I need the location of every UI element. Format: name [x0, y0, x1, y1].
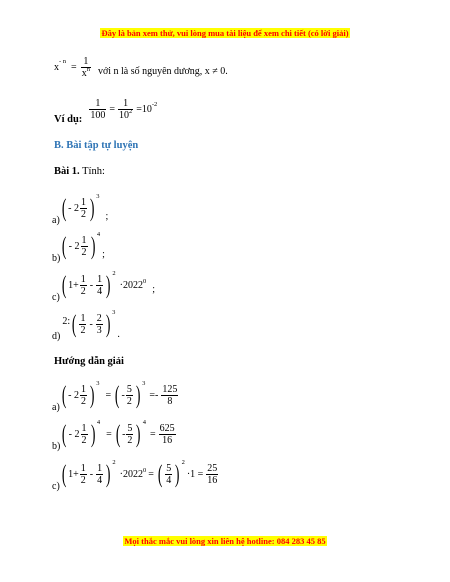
sol-b-fraction-2 [126, 423, 133, 446]
item-d-fraction-1 [79, 313, 86, 336]
sol-c-result [206, 463, 218, 486]
close-paren: ) [175, 461, 180, 488]
item-a-prefix: - 2 [68, 203, 79, 214]
def-num: 1 [81, 56, 91, 68]
hotline-text: Mọi thắc mắc vui lòng xin liên hệ hotline: 084 283 45 85 [124, 536, 326, 546]
open-paren: ( [61, 461, 67, 488]
item-c-one: 1+ [68, 280, 79, 291]
close-paren: ) [105, 272, 111, 299]
exercise-item-b [52, 231, 105, 264]
def-den-exp: n [86, 66, 90, 73]
item-b-label: b) [52, 253, 61, 264]
item-d-exp: 3 [112, 309, 116, 316]
sol-a-den2: 2 [126, 396, 132, 407]
item-b-den: 2 [81, 247, 87, 258]
close-paren: ) [89, 382, 95, 409]
item-a-num: 1 [80, 197, 86, 208]
item-b-prefix: - 2 [68, 241, 80, 252]
sol-b-rnum: 625 [159, 423, 175, 434]
sol-b-eq2: = [149, 429, 156, 440]
sol-c-dot2: ·1 = [186, 469, 204, 480]
item-a-fraction [80, 197, 87, 220]
sol-b-num2: 5 [127, 423, 133, 434]
example-line [54, 98, 158, 125]
item-d-fraction-2 [96, 313, 103, 336]
open-paren: ( [71, 311, 77, 338]
section-heading-b: B. Bài tập tự luyện [54, 140, 139, 151]
solution-a [52, 380, 179, 413]
example-frac-1 [89, 98, 106, 121]
item-b-num: 1 [81, 235, 87, 246]
def-lhs-exp: - n [59, 58, 67, 65]
ex-result-exp: -2 [151, 101, 158, 108]
item-c-zero: 0 [143, 278, 147, 285]
sol-a-fraction-2 [126, 384, 133, 407]
open-paren: ( [115, 382, 120, 409]
sol-c-fraction-1 [80, 463, 87, 486]
ex-frac1-num: 1 [89, 98, 106, 110]
ex-frac2-den [118, 110, 133, 121]
sol-b-den: 2 [81, 435, 87, 446]
ex-equals-1: = [109, 104, 115, 115]
def-lhs-base: x [54, 62, 59, 73]
sol-c-rden: 16 [207, 475, 218, 486]
item-d-minus: - [89, 319, 93, 330]
sol-c-rnum: 25 [207, 463, 218, 474]
sol-c-eq: = [148, 469, 154, 480]
open-paren: ( [157, 461, 163, 488]
item-a-label: a) [52, 215, 60, 226]
sol-a-num: 1 [80, 384, 86, 395]
item-c-dot: ·2022 [119, 280, 144, 291]
exercise-title-rest: Tính: [79, 166, 105, 177]
item-a-den: 2 [80, 209, 86, 220]
sol-b-exp: 4 [96, 419, 101, 426]
preview-notice-text: Đây là bản xem thử, vui lòng mua tài liệu để xem chi tiết (có lời giải) [101, 28, 349, 38]
item-b-exp: 4 [96, 231, 101, 238]
item-b-fraction [81, 235, 88, 258]
item-d-num2: 2 [96, 313, 102, 324]
ex-frac2-den-exp: 2 [128, 108, 133, 115]
item-c-label: c) [52, 292, 60, 303]
sol-a-result [161, 384, 178, 407]
def-den [81, 68, 91, 79]
item-d-den2: 3 [96, 325, 102, 336]
sol-c-den2: 4 [97, 475, 103, 486]
sol-a-rnum: 125 [162, 384, 178, 395]
ex-frac2-num: 1 [118, 98, 133, 110]
close-paren: ) [105, 311, 111, 338]
sol-a-eq2: =- [149, 390, 159, 401]
open-paren: ( [61, 272, 67, 299]
sol-c-fraction-2 [96, 463, 103, 486]
open-paren: ( [61, 195, 67, 222]
item-c-minus: - [89, 280, 94, 291]
def-fraction [81, 56, 91, 79]
exercise-item-d [52, 309, 120, 342]
sol-c-num2: 1 [97, 463, 103, 474]
negative-exponent-definition [54, 56, 228, 79]
sol-c-zero: 0 [143, 467, 147, 474]
close-paren: ) [90, 421, 95, 448]
sol-a-exp2: 3 [142, 380, 146, 387]
sol-a-label: a) [52, 402, 60, 413]
def-condition: với n là số nguyên dương, x ≠ 0. [97, 66, 228, 77]
close-paren: ) [89, 195, 95, 222]
hotline-banner [0, 536, 450, 546]
close-paren: ) [135, 382, 141, 409]
sol-c-minus: - [89, 469, 94, 480]
preview-notice-banner [0, 28, 450, 38]
sol-c-dot: ·2022 [119, 469, 144, 480]
sol-b-den2: 2 [127, 435, 133, 446]
sol-c-one: 1+ [68, 469, 79, 480]
close-paren: ) [90, 233, 95, 260]
solution-b [52, 419, 177, 452]
open-paren: ( [62, 421, 67, 448]
sol-a-inner2: - [121, 390, 125, 401]
item-c-exp: 2 [112, 270, 116, 277]
item-d-den1: 2 [80, 325, 86, 336]
close-paren: ) [136, 421, 141, 448]
ex-frac2-den-base: 10 [118, 110, 129, 121]
item-c-num2: 1 [97, 274, 103, 285]
solution-c [52, 459, 219, 492]
open-paren: ( [62, 233, 67, 260]
sol-b-rden: 16 [162, 435, 173, 446]
item-c-den1: 2 [80, 286, 86, 297]
def-den-base: x [81, 68, 87, 79]
sol-c-den3: 4 [166, 475, 172, 486]
item-a-tail: ; [105, 211, 109, 222]
item-c-tail: ; [152, 284, 156, 295]
close-paren: ) [105, 461, 111, 488]
item-b-tail: ; [102, 249, 105, 260]
sol-b-inner: - 2 [68, 429, 80, 440]
sol-b-inner2: - [122, 429, 126, 440]
sol-c-num3: 5 [166, 463, 172, 474]
sol-b-num: 1 [81, 423, 87, 434]
sol-c-fraction-3 [165, 463, 172, 486]
sol-a-fraction [80, 384, 87, 407]
sol-c-exp3: 2 [181, 459, 185, 466]
sol-b-exp2: 4 [142, 419, 146, 426]
sol-a-rden: 8 [167, 396, 173, 407]
open-paren: ( [61, 382, 67, 409]
sol-b-eq: = [106, 429, 112, 440]
sol-b-fraction [81, 423, 88, 446]
open-paren: ( [115, 421, 121, 448]
exercise-title [54, 166, 105, 177]
def-equals: = [71, 62, 77, 73]
example-frac-2 [118, 98, 133, 121]
sol-c-den1: 2 [80, 475, 86, 486]
exercise-item-c [52, 270, 156, 303]
solution-heading: Hướng dẫn giải [54, 356, 124, 367]
exercise-title-bold: Bài 1. [54, 166, 80, 177]
item-d-num1: 1 [80, 313, 86, 324]
item-c-fraction-1 [80, 274, 87, 297]
sol-b-label: b) [52, 441, 61, 452]
item-d-prefix: 2: [62, 316, 71, 327]
item-c-num1: 1 [80, 274, 86, 285]
ex-frac1-den: 100 [90, 110, 106, 121]
sol-c-exp: 2 [112, 459, 116, 466]
sol-c-label: c) [52, 481, 60, 492]
sol-a-exp: 3 [96, 380, 100, 387]
item-a-exp: 3 [96, 193, 100, 200]
ex-equals-2: =10 [136, 104, 152, 115]
exercise-item-a [52, 193, 109, 226]
sol-a-num2: 5 [126, 384, 132, 395]
item-c-den2: 4 [97, 286, 103, 297]
item-c-fraction-2 [96, 274, 103, 297]
sol-a-eq: = [105, 390, 112, 401]
example-label: Ví dụ: [54, 114, 83, 125]
sol-c-num1: 1 [80, 463, 86, 474]
sol-a-den: 2 [80, 396, 86, 407]
item-d-label: d) [52, 331, 61, 342]
sol-b-result [159, 423, 176, 446]
item-d-tail: . [117, 329, 120, 340]
sol-a-inner: - 2 [68, 390, 79, 401]
